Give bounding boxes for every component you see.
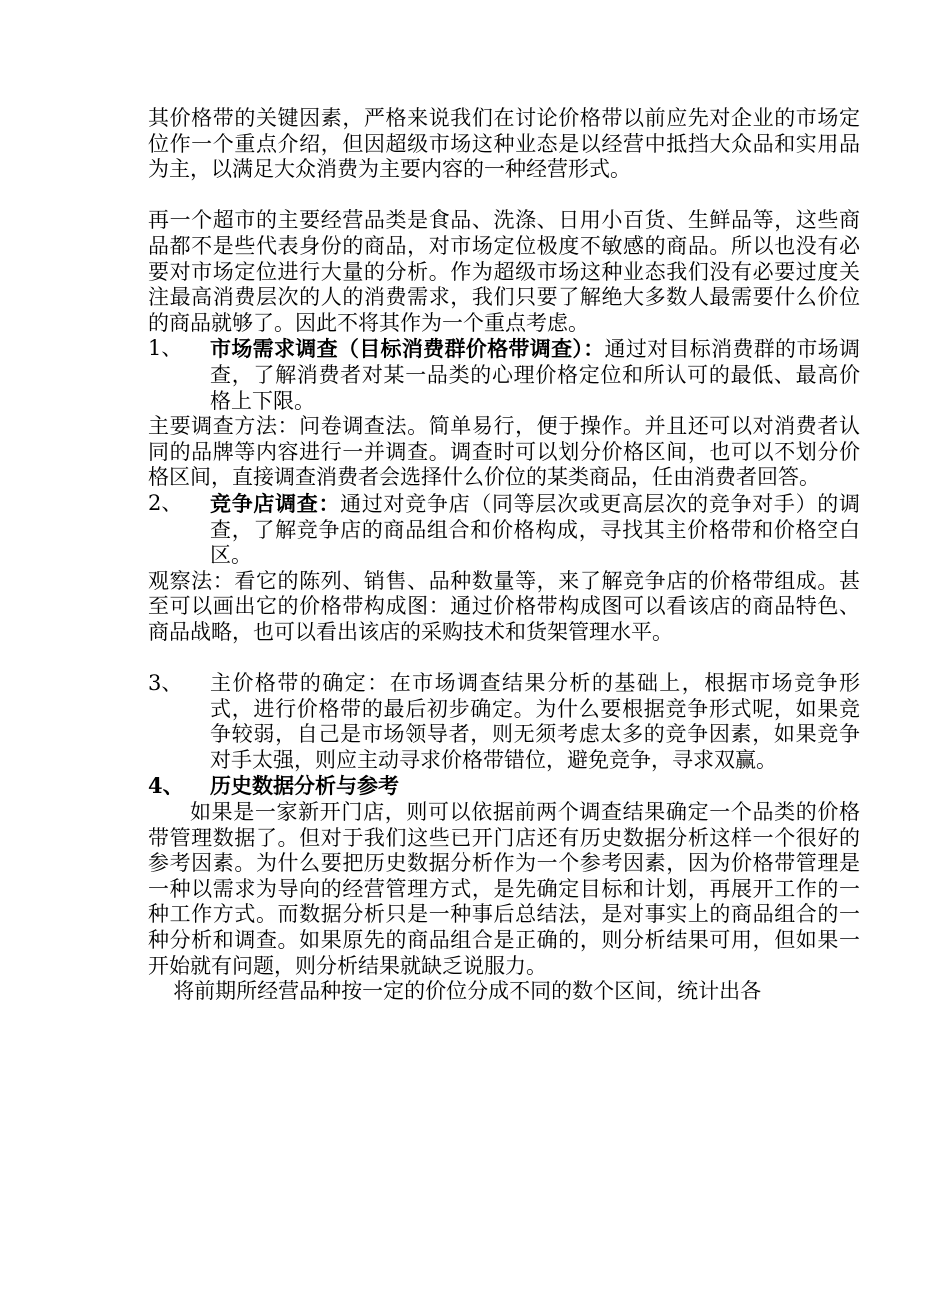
list-item-competitor-survey <box>148 491 860 569</box>
blank-line <box>148 183 860 209</box>
list-item-content <box>210 491 860 569</box>
list-item-heading: 市场需求调查（目标消费群价格带调查）： <box>210 336 605 362</box>
list-item-content <box>210 671 860 773</box>
list-item-history-analysis <box>148 773 860 800</box>
list-item-number: 4、 <box>148 773 184 799</box>
list-item-number: 2、 <box>148 490 183 515</box>
list-item-market-survey <box>148 336 860 414</box>
list-item-heading: 历史数据分析与参考 <box>210 773 399 799</box>
paragraph-history-data: 如果是一家新开门店，则可以依据前两个调查结果确定一个品类的价格带管理数据了。但对于我们这些已开门店还有历史数据分析这样一个很好的参考因素。为什么要把历史数据分析作为一个参考因素，因为价格带管理是一种以需求为导向的经营管理方式，是先确定目标和计划，再展开工作的一种工作方式。而数据分析只是一种事后总结法，是对事实上的商品组合的一种分析和调查。如果原先的商品组合是正确的，则分析结果可用，但如果一开始就有问题，则分析结果就缺乏说服力。 <box>148 800 860 978</box>
list-item-heading: 竞争店调查： <box>210 490 341 516</box>
list-item-text: 通过对竞争店（同等层次或更高层次的竞争对手）的调查，了解竞争店的商品组合和价格构成，寻找其主价格带和价格空白区。 <box>210 491 861 568</box>
paragraph-product-categories: 再一个超市的主要经营品类是食品、洗涤、日用小百货、生鲜品等，这些商品都不是些代表身份的商品，对市场定位极度不敏感的商品。所以也没有必要对市场定位进行大量的分析。作为超级市场这种业态我们没有必要过度关注最高消费层次的人的消费需求，我们只要了解绝大多数人最需要什么价位的商品就够了。因此不将其作为一个重点考虑。 <box>148 208 860 335</box>
list-item-text: 通过对目标消费群的市场调查，了解消费者对某一品类的心理价格定位和所认可的最低、最高价格上下限。 <box>210 337 860 413</box>
list-item-number: 3、 <box>148 671 183 696</box>
paragraph-observation-method: 观察法：看它的陈列、销售、品种数量等，来了解竞争店的价格带组成。甚至可以画出它的价格带构成图：通过价格带构成图可以看该店的商品特色、商品战略，也可以看出该店的采购技术和货架管理水平。 <box>148 568 860 644</box>
paragraph-survey-method: 主要调查方法：问卷调查法。简单易行，便于操作。并且还可以对消费者认同的品牌等内容进行一并调查。调查时可以划分价格区间，也可以不划分价格区间，直接调查消费者会选择什么价位的某类商品，任由消费者回答。 <box>148 414 860 490</box>
list-item-text: 主价格带的确定：在市场调查结果分析的基础上，根据市场竞争形式，进行价格带的最后初步确定。为什么要根据竞争形式呢，如果竞争较弱，自己是市场领导者，则无须考虑太多的竞争因素，如果竞争对手太强，则应主动寻求价格带错位，避免竞争，寻求双赢。 <box>210 671 860 772</box>
document-page <box>148 106 860 1005</box>
paragraph-price-intervals: 将前期所经营品种按一定的价位分成不同的数个区间，统计出各 <box>173 979 762 1004</box>
blank-line <box>148 645 860 671</box>
list-item-main-price-band <box>148 671 860 773</box>
list-item-content <box>210 773 860 800</box>
list-item-content <box>210 336 860 414</box>
list-item-number: 1、 <box>148 336 183 361</box>
paragraph-market-positioning: 其价格带的关键因素，严格来说我们在讨论价格带以前应先对企业的市场定位作一个重点介绍，但因超级市场这种业态是以经营中抵挡大众品和实用品为主，以满足大众消费为主要内容的一种经营形式。 <box>148 106 860 182</box>
